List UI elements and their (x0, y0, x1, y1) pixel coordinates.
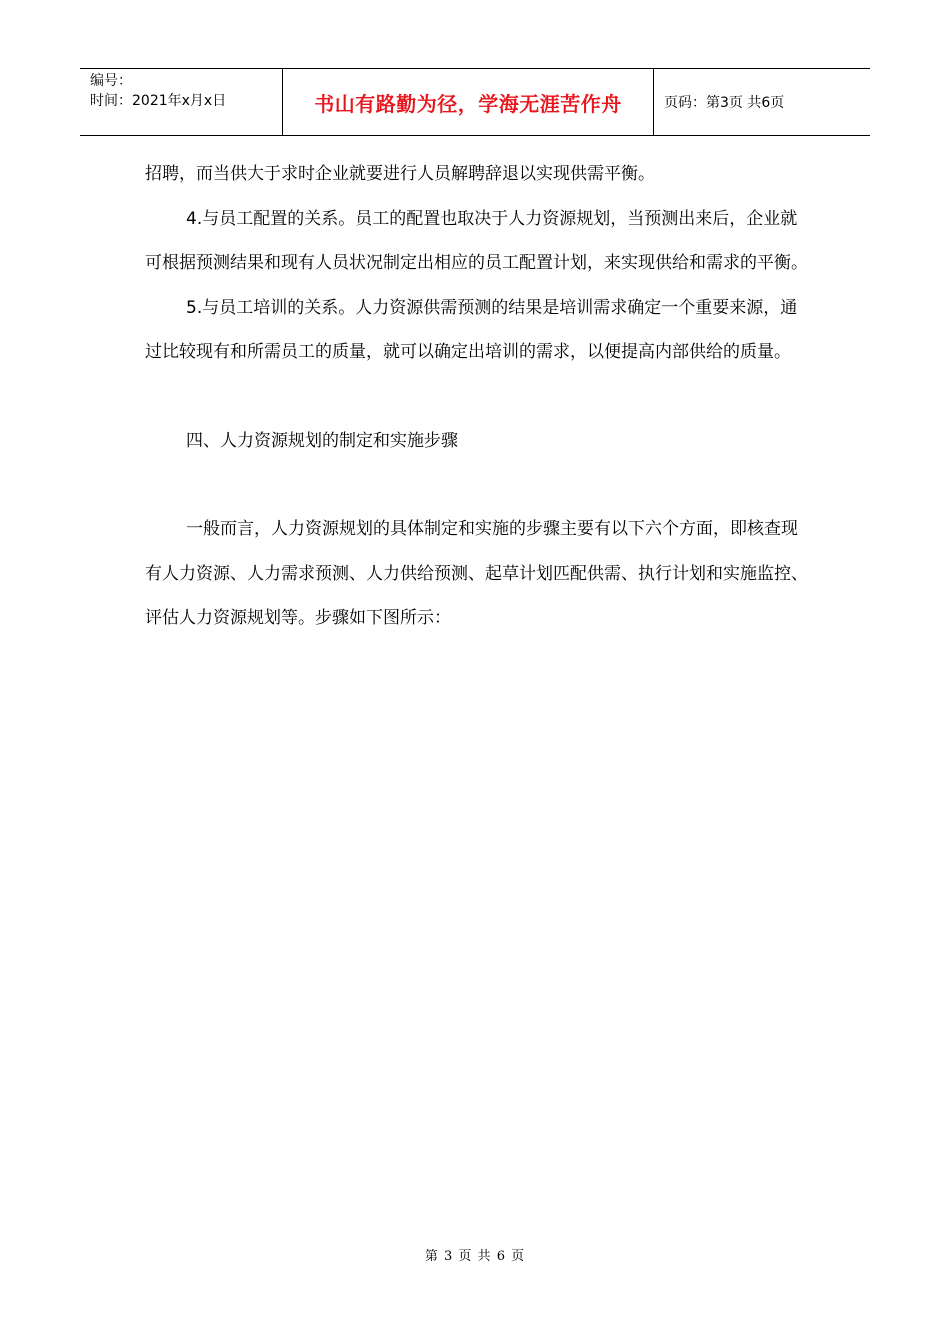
item-4-number: 4. (186, 208, 203, 229)
item-5-text: 与员工培训的关系。人力资源供需预测的结果是培训需求确定一个重要来源，通过比较现有和所需员工的质量，就可以确定出培训的需求，以便提高内部供给的质量。 (145, 297, 798, 362)
paragraph-item-4 (145, 197, 810, 286)
spacer (145, 375, 810, 419)
header-meta (80, 69, 282, 135)
section-heading: 四、人力资源规划的制定和实施步骤 (186, 430, 458, 451)
page-header (80, 68, 870, 136)
header-motto-text: 书山有路勤为径，学海无涯苦作舟 (314, 91, 622, 116)
item-5-number: 5. (186, 297, 203, 318)
spacer (145, 463, 810, 507)
header-number-label: 编号： (90, 73, 132, 89)
header-time-label: 时间：2021年x月x日 (90, 93, 227, 109)
document-body (145, 152, 810, 641)
header-motto (282, 69, 654, 135)
paragraph-item-5 (145, 286, 810, 375)
header-page-info-text: 页码：第3页 共6页 (664, 95, 785, 111)
page-footer (0, 1245, 950, 1264)
header-page-info (654, 69, 870, 135)
paragraph-steps: 一般而言，人力资源规划的具体制定和实施的步骤主要有以下六个方面，即核查现有人力资源、人力需求预测、人力供给预测、起草计划匹配供需、执行计划和实施监控、评估人力资源规划等。步骤如下图所示： (145, 519, 808, 628)
item-4-text: 与员工配置的关系。员工的配置也取决于人力资源规划，当预测出来后，企业就可根据预测结果和现有人员状况制定出相应的员工配置计划，来实现供给和需求的平衡。 (145, 208, 808, 273)
paragraph-continuation: 招聘，而当供大于求时企业就要进行人员解聘辞退以实现供需平衡。 (145, 164, 655, 184)
footer-page-number: 第 3 页 共 6 页 (424, 1249, 526, 1264)
